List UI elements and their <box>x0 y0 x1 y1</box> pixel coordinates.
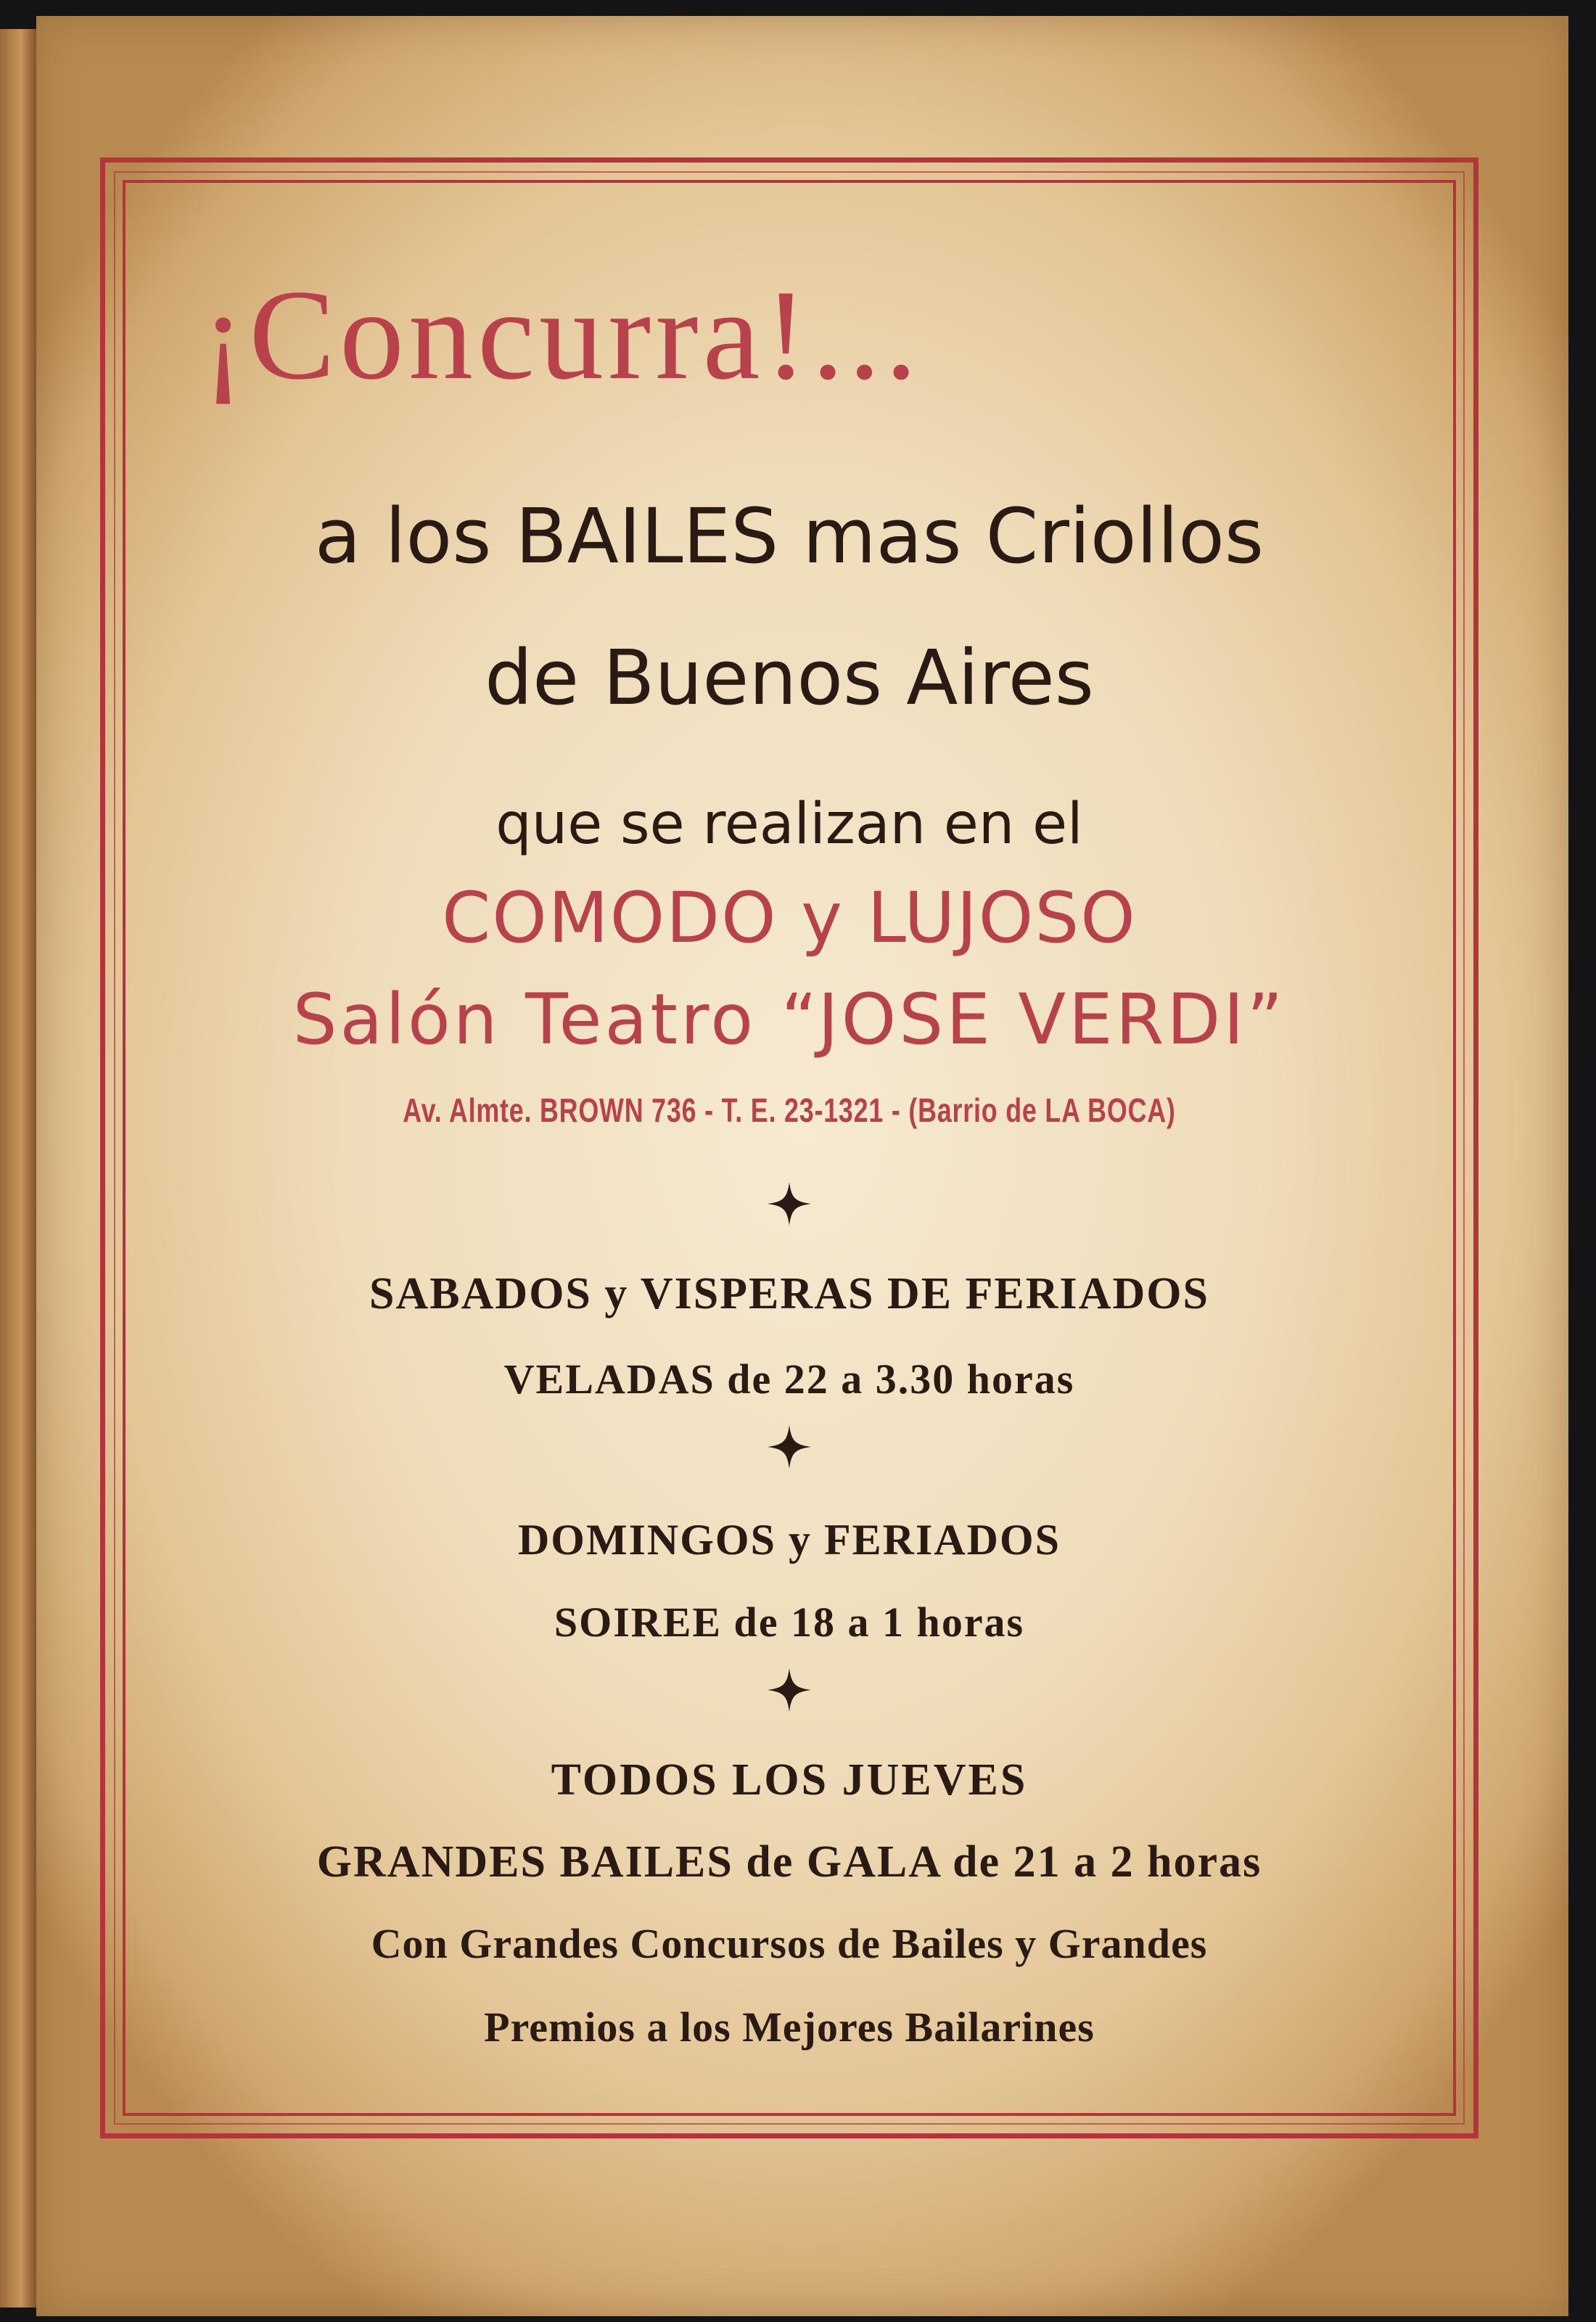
salon-teatro-line: Salón Teatro “JOSE VERDI” <box>292 979 1286 1060</box>
buenos-aires-line: de Buenos Aires <box>485 633 1094 722</box>
premios-line: Premios a los Mejores Bailarines <box>484 2003 1095 2051</box>
flyer-content <box>100 157 1478 2138</box>
bailes-line: a los BAILES mas Criollos <box>314 492 1264 580</box>
four-point-star-icon <box>766 1667 813 1713</box>
grandes-bailes-detail: GRANDES BAILES de GALA de 21 a 2 horas <box>316 1837 1262 1887</box>
realizan-line: que se realizan en el <box>495 792 1083 857</box>
flyer-page <box>36 16 1568 2316</box>
address-line: Av. Almte. BROWN 736 - T. E. 23-1321 - (Barrio de LA BOCA) <box>403 1091 1176 1129</box>
veladas-detail: VELADAS de 22 a 3.30 horas <box>503 1355 1075 1403</box>
headline: ¡Concurra!... <box>202 263 922 406</box>
adjacent-page-edge <box>0 29 38 2307</box>
concursos-line: Con Grandes Concursos de Bailes y Grandes <box>371 1920 1208 1967</box>
soiree-detail: SOIREE de 18 a 1 horas <box>554 1599 1025 1646</box>
four-point-star-icon <box>766 1181 813 1227</box>
comodo-lujoso-line: COMODO y LUJOSO <box>442 877 1137 959</box>
jueves-title: TODOS LOS JUEVES <box>551 1755 1028 1805</box>
domingos-title: DOMINGOS y FERIADOS <box>517 1516 1061 1564</box>
four-point-star-icon <box>766 1424 813 1470</box>
sabados-title: SABADOS y VISPERAS DE FERIADOS <box>369 1269 1209 1318</box>
